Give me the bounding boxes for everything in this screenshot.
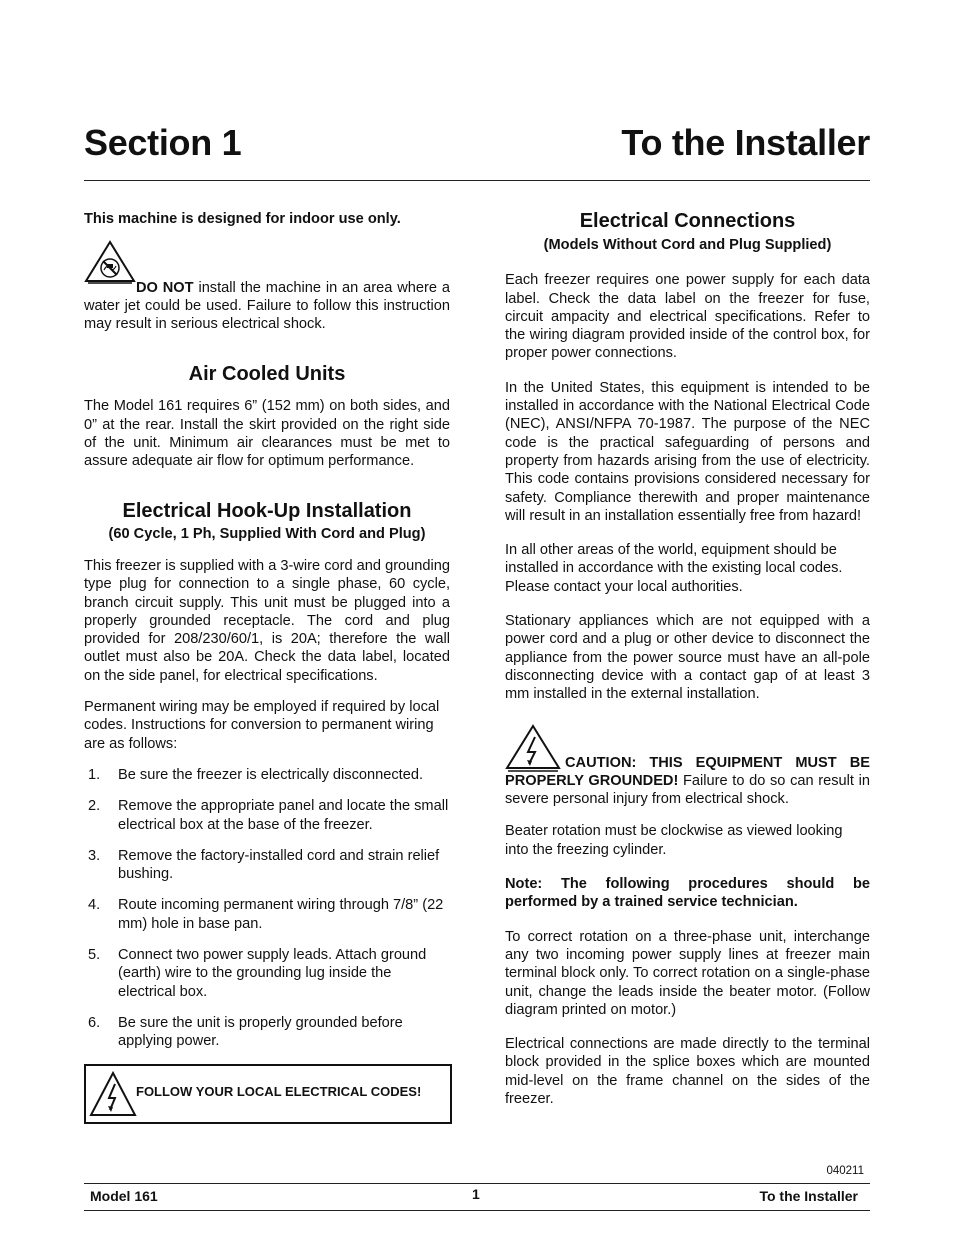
water-warning-bold: DO NOT xyxy=(136,279,194,296)
local-codes-warning-box xyxy=(84,1064,452,1124)
hookup-paragraph-1: This freezer is supplied with a 3-wire cord and grounding type plug for connection to a single phase, 60 cycle, branch circuit supply. This unit must be plugged into a properly grounded receptacle. The cord and plug provided for 208/230/60/1, is 20A; therefore the wall outlet must also be 20A. Check the data label, located on the side panel, for electrical specifications. xyxy=(84,557,450,684)
footer-section: To the Installer xyxy=(759,1188,858,1204)
electrical-connections-heading: Electrical Connections xyxy=(579,210,796,232)
wiring-steps-list xyxy=(84,766,450,1051)
page-number: 1 xyxy=(472,1186,480,1202)
technician-note: Note: The following procedures should be performed by a trained service technician. xyxy=(505,876,870,911)
list-item: 2. Remove the appropriate panel and locate the small electrical box at the base of the freezer. xyxy=(88,798,449,833)
indoor-note: This machine is designed for indoor use only. xyxy=(84,211,401,227)
page-header xyxy=(84,122,870,172)
grounding-caution-bold: CAUTION: THIS EQUIPMENT MUST BE PROPERLY GROUNDED! xyxy=(505,754,870,789)
air-cooled-heading: Air Cooled Units xyxy=(188,363,346,386)
connections-paragraph-4: Stationary appliances which are not equipped with a power cord and a plug or other device to disconnect the appliance from the power source must have an all-pole disconnecting device with a contact gap of at least 3 mm installed in the external installation. xyxy=(505,613,870,703)
list-item: 3. Remove the factory-installed cord and strain relief bushing. xyxy=(88,847,440,883)
right-column xyxy=(505,200,870,1108)
left-column xyxy=(84,200,450,1099)
beater-rotation-text: Beater rotation must be clockwise as viewed looking into the freezing cylinder. xyxy=(505,823,843,858)
hookup-paragraph-2: Permanent wiring may be employed if required by local codes. Instructions for conversion to permanent wiring are as follows: xyxy=(84,699,440,752)
header-divider xyxy=(84,180,870,181)
water-warning-text xyxy=(84,279,450,334)
hookup-subheading: (60 Cycle, 1 Ph, Supplied With Cord and Plug) xyxy=(108,525,426,542)
electrical-hazard-icon xyxy=(88,1070,138,1123)
footer-model: Model 161 xyxy=(90,1188,158,1204)
section-label: Section 1 xyxy=(84,122,242,163)
rotation-correction-text: To correct rotation on a three-phase unit, interchange any two incoming power supply lines at freezer main terminal block only. To correct rotation on a single-phase unit, change the leads inside the beater motor. (Follow diagram printed on motor.) xyxy=(505,928,870,1018)
grounding-caution xyxy=(505,754,870,809)
electrical-connections-subheading: (Models Without Cord and Plug Supplied) xyxy=(543,237,832,253)
page-title: To the Installer xyxy=(621,122,870,163)
connections-paragraph-3: In all other areas of the world, equipment should be installed in accordance with the existing local codes. Please contact your local authorities. xyxy=(505,542,843,595)
connections-paragraph-2: In the United States, this equipment is intended to be installed in accordance with the National Electrical Code (NEC), ANSI/NFPA 70-1987. The purpose of the NEC code is the practical safeguarding of persons and property from hazards arising from the use of electricity. This code contains provisions considered necessary for safety. Compliance therewith and proper maintenance will result in an installation essentially free from hazard! xyxy=(505,379,870,524)
list-item: 4. Route incoming permanent wiring through 7/8” (22 mm) hole in base pan. xyxy=(88,897,444,932)
water-warning-body: install the machine in an area where a water jet could be used. Failure to follow this instruction may result in serious electrical shock. xyxy=(84,279,450,333)
grounding-caution-body: Failure to do so can result in severe personal injury from electrical shock. xyxy=(505,772,870,808)
local-codes-text: FOLLOW YOUR LOCAL ELECTRICAL CODES! xyxy=(136,1084,422,1099)
hookup-heading: Electrical Hook-Up Installation xyxy=(122,499,412,522)
footer-divider-bottom xyxy=(84,1210,870,1211)
document-code: 040211 xyxy=(826,1165,864,1177)
list-item: 6. Be sure the unit is properly grounded before applying power. xyxy=(88,1014,403,1050)
air-cooled-text: The Model 161 requires 6” (152 mm) on both sides, and 0” at the rear. Install the skirt provided on the right side of the unit. Minimum air clearances must be met to assure adequate air flow for optimum performance. xyxy=(84,398,450,470)
footer-divider-top xyxy=(84,1183,870,1184)
list-item: 1. Be sure the freezer is electrically disconnected. xyxy=(88,766,423,783)
connections-paragraph-1: Each freezer requires one power supply for each data label. Check the data label on the freezer for fuse, circuit ampacity and electrical specifications. Refer to the wiring diagram provided inside of the control box, for proper power connections. xyxy=(505,272,870,362)
list-item: 5. Connect two power supply leads. Attach ground (earth) wire to the grounding lug inside the electrical box. xyxy=(88,947,427,1000)
terminal-block-text: Electrical connections are made directly to the terminal block provided in the splice boxes which are mounted mid-level on the frame channel on the sides of the freezer. xyxy=(505,1036,870,1107)
